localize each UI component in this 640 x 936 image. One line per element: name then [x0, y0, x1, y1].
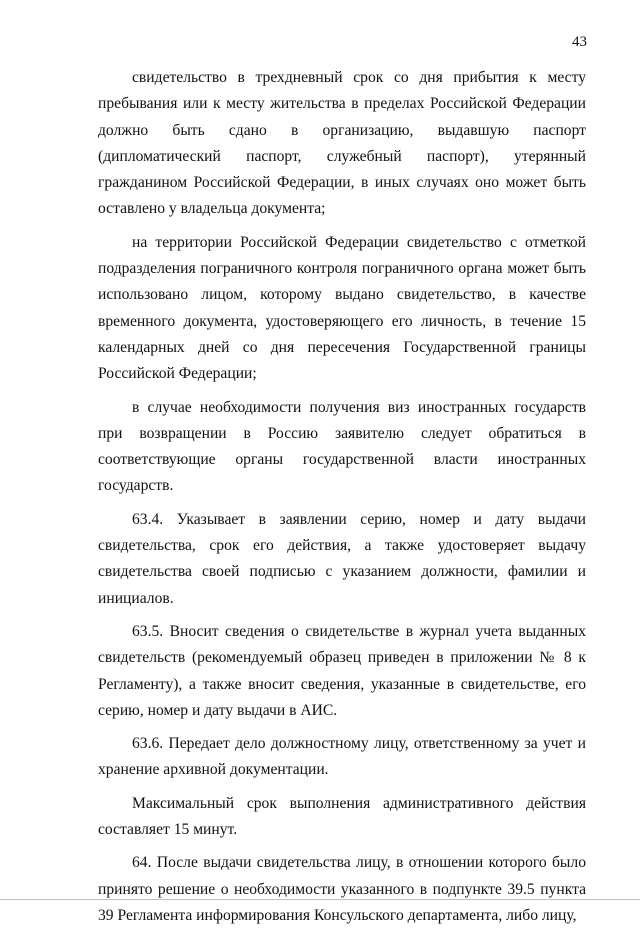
- paragraph: Максимальный срок выполнения административного действия составляет 15 минут.: [98, 794, 586, 839]
- paragraph: на территории Российской Федерации свидетельство с отметкой подразделения пограничного контроля пограничного органа может быть использовано лицом, которому выдано свидетельство, в качестве временного документа, удостоверяющего его личность, в течение 15 календарных дней со дня пересечения Государственной границы Российской Федерации;: [98, 233, 586, 383]
- paragraph: 64. После выдачи свидетельства лицу, в отношении которого было принято решение о необходимости указанного в подпункте 39.5 пункта 39 Регламента информирования Консульского департамента, либо лицу,: [98, 854, 586, 924]
- paragraph: 63.4. Указывает в заявлении серию, номер и дату выдачи свидетельства, срок его действия, а также удостоверяет выдачу свидетельства своей подписью с указанием должности, фамилии и инициалов.: [98, 510, 586, 607]
- scan-edge-line: [0, 899, 640, 900]
- paragraph: 63.6. Передает дело должностному лицу, ответственному за учет и хранение архивной документации.: [98, 735, 586, 779]
- page-number: 43: [572, 34, 587, 50]
- paragraph: свидетельство в трехдневный срок со дня прибытия к месту пребывания или к месту жительства в пределах Российской Федерации должно быть сдано в организацию, выдавшую паспорт (дипломатический паспорт, служебный паспорт), утерянный гражданином Российской Федерации, в иных случаях оно может быть оставлено у владельца документа;: [98, 69, 586, 218]
- paragraph: 63.5. Вносит сведения о свидетельстве в журнал учета выданных свидетельств (рекомендуемый образец приведен в приложении № 8 к Регламенту), а также вносит сведения, указанные в свидетельстве, его серию, номер и дату выдачи в АИС.: [98, 622, 586, 719]
- paragraph: в случае необходимости получения виз иностранных государств при возвращении в Россию заявителю следует обратиться в соответствующие органы государственной власти иностранных государств.: [98, 398, 586, 495]
- page-body: [98, 65, 586, 936]
